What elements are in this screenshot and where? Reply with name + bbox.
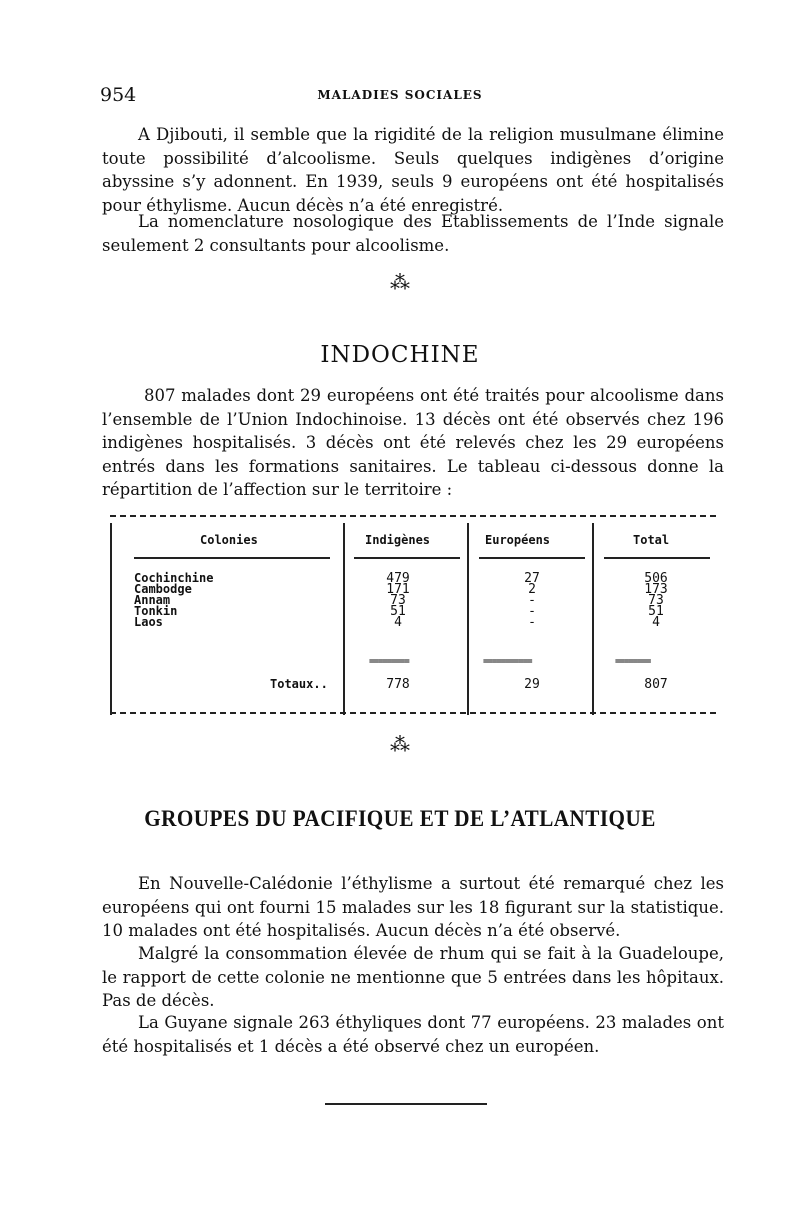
guadeloupe-paragraph: Malgré la consommation élevée de rhum qui se fait à la Guadeloupe, le rapport de cette colonie ne mentionne que 5 entrées dans les hôpitaux. Pas de décès. — [102, 944, 724, 1010]
table-col-divider — [467, 523, 469, 715]
total-rule-total: ======== — [615, 657, 651, 667]
running-head: MALADIES SOCIALES — [317, 88, 483, 102]
totals-label: Totaux.. — [270, 677, 328, 691]
guyane-paragraph: La Guyane signale 263 éthyliques dont 77 européens. 23 malades ont été hospitalisés et 1 décès a été observé chez un européen. — [102, 1013, 724, 1056]
row-colonie: Annam — [134, 593, 171, 607]
header-underline — [479, 557, 585, 559]
cell-total: 73 — [648, 593, 664, 608]
col-header-indigenes: Indigènes — [365, 533, 431, 547]
cell-europeens: - — [528, 604, 536, 619]
col-header-europeens: Européens — [485, 533, 551, 547]
indochine-paragraph: 807 malades dont 29 européens ont été traités pour alcoolisme dans l’ensemble de l’Union Indochinoise. 13 décès ont été observés chez 196 indigènes hospitalisés. 3 décès ont été relevés chez les 29 européens entrés dans les formations sanitaires. Le tableau ci-dessous donne la répartition de l’affection sur le territoire : — [102, 386, 724, 499]
inde-paragraph: La nomenclature nosologique des Etablissements de l’Inde signale seulement 2 consultants pour alcoolisme. — [102, 212, 724, 255]
cell-indigenes: 73 — [390, 593, 406, 608]
cell-europeens: 2 — [528, 582, 536, 597]
indochine-table — [110, 515, 716, 717]
djibouti-paragraph: A Djibouti, il semble que la rigidité de la religion musulmane élimine toute possibilité d’alcoolisme. Seuls quelques indigènes d’origine abyssine s’y adonnent. En 1939, seuls 9 européens ont été hospitalisés pour éthylisme. Aucun décès n’a été enregistré. — [102, 125, 724, 215]
page-number: 954 — [100, 84, 137, 106]
cell-indigenes: 51 — [390, 604, 406, 619]
total-rule-europeens: =========== — [483, 657, 532, 667]
col-header-colonies: Colonies — [200, 533, 258, 547]
pacifique-heading: GROUPES DU PACIFIQUE ET DE L’ATLANTIQUE — [144, 806, 656, 831]
total-europeens: 29 — [524, 677, 540, 692]
table-bottom-border — [110, 712, 716, 718]
cell-total: 51 — [648, 604, 664, 619]
nouvelle-caledonie-paragraph: En Nouvelle-Calédonie l’éthylisme a surtout été remarqué chez les européens qui ont fourni 15 malades sur les 18 figurant sur la statistique. 10 malades ont été hospitalisés. Aucun décès n’a été observé. — [102, 874, 724, 940]
asterism-separator: ⁂ — [390, 270, 410, 294]
total-total: 807 — [644, 677, 668, 692]
asterism-separator: ⁂ — [390, 732, 410, 756]
row-colonie: Cambodge — [134, 582, 192, 596]
cell-europeens: - — [528, 615, 536, 630]
table-left-border — [110, 523, 112, 715]
total-indigenes: 778 — [386, 677, 410, 692]
cell-total: 173 — [644, 582, 668, 597]
cell-indigenes: 4 — [394, 615, 402, 630]
header-underline — [604, 557, 710, 559]
row-colonie: Laos — [134, 615, 163, 629]
row-colonie: Cochinchine — [134, 571, 214, 585]
table-col-divider — [343, 523, 345, 715]
cell-europeens: - — [528, 593, 536, 608]
cell-indigenes: 479 — [386, 571, 410, 586]
table-top-border — [110, 515, 716, 521]
end-rule — [325, 1103, 487, 1105]
table-col-divider — [592, 523, 594, 715]
indochine-heading: INDOCHINE — [320, 342, 480, 368]
row-colonie: Tonkin — [134, 604, 178, 618]
cell-total: 506 — [644, 571, 668, 586]
cell-indigenes: 171 — [386, 582, 410, 597]
cell-total: 4 — [652, 615, 660, 630]
total-rule-indigenes: ========= — [369, 657, 409, 667]
header-underline — [354, 557, 460, 559]
header-underline — [134, 557, 330, 559]
col-header-total: Total — [633, 533, 670, 547]
cell-europeens: 27 — [524, 571, 540, 586]
